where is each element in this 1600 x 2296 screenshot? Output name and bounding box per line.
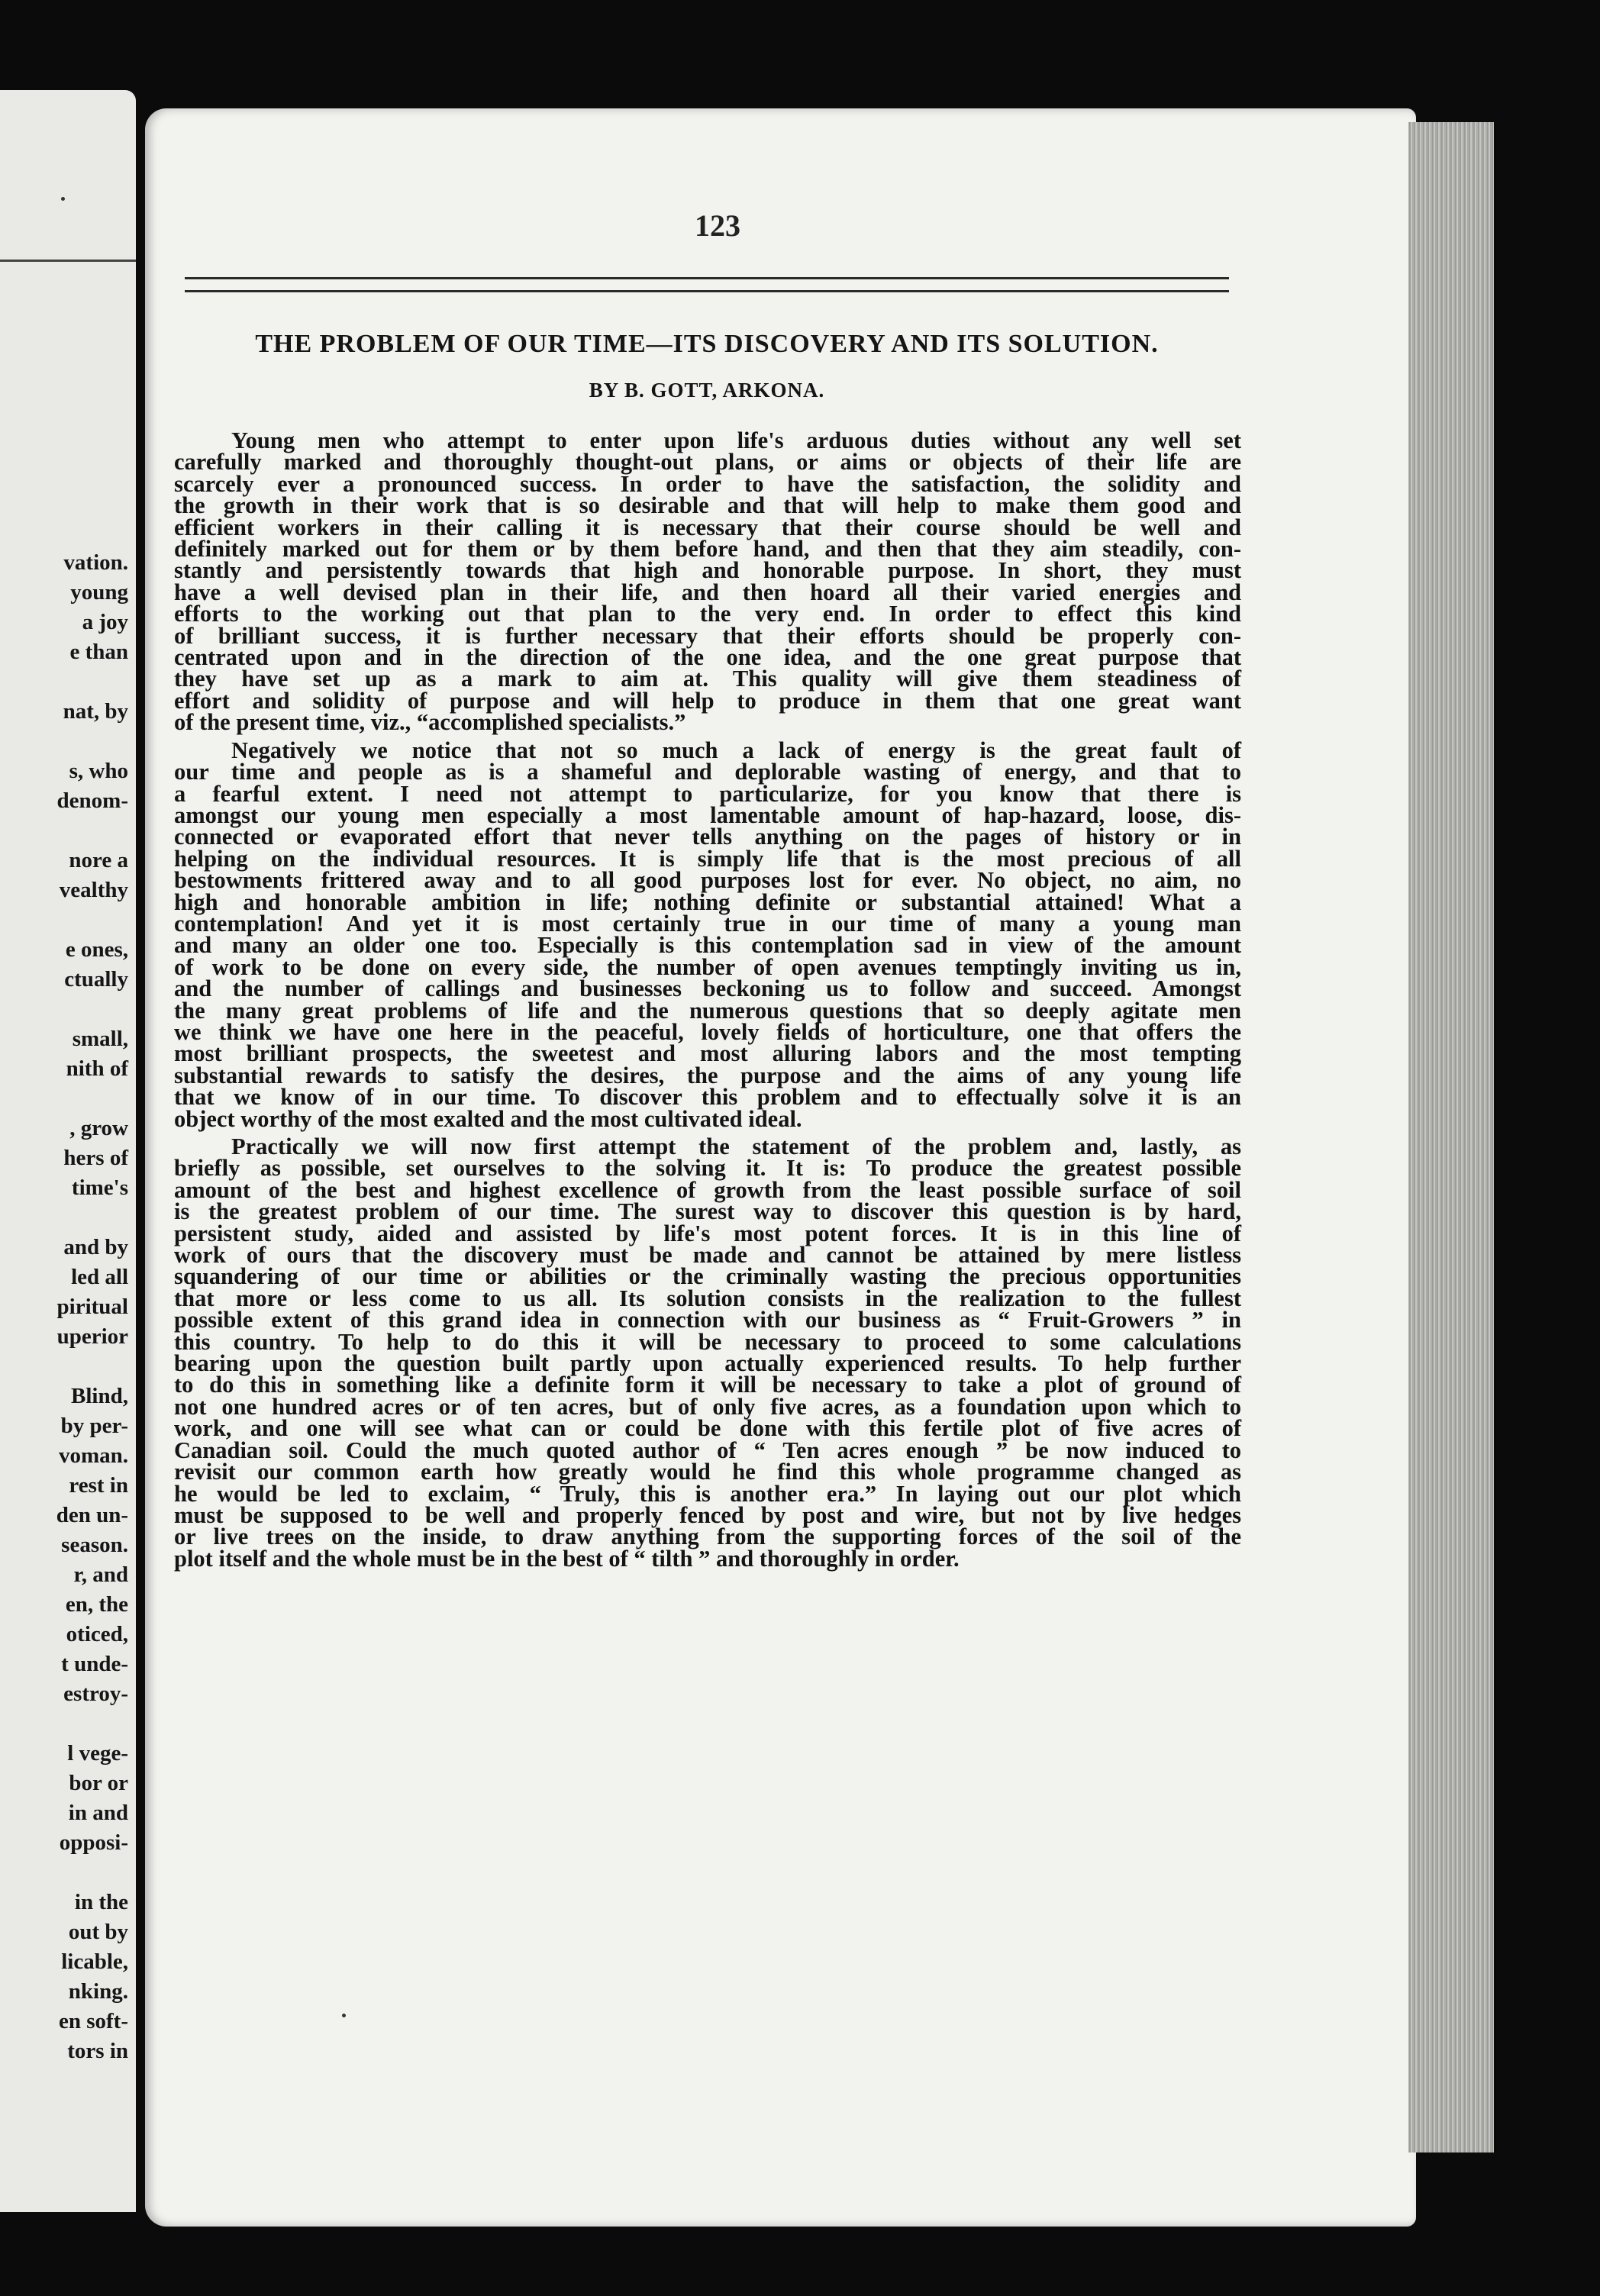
article-line: the many great problems of life and the numerous questions that so deeply agitate men: [174, 997, 1241, 1024]
article-line: substantial rewards to satisfy the desires, the purpose and the aims of any young life: [174, 1062, 1241, 1088]
article-line: bestowments frittered away and to all good purposes lost for ever. No object, no aim, no: [174, 867, 1241, 894]
article-line: not one hundred acres or of ten acres, but of only five acres, as a foundation upon which to: [174, 1393, 1241, 1420]
article-line: this country. To help to do this it will be necessary to proceed to some calculations: [174, 1328, 1241, 1355]
article-line: bearing upon the question built partly upon actually experienced results. To help further: [174, 1350, 1241, 1377]
left-page-line: , grow: [69, 1116, 128, 1140]
article-line: scarcely ever a pronounced success. In order to have the satisfaction, the solidity and: [174, 470, 1241, 497]
left-page-line: voman.: [58, 1443, 128, 1468]
article-title: THE PROBLEM OF OUR TIME—ITS DISCOVERY AND ITS SOLUTION.: [255, 330, 1159, 358]
left-page-line: a joy: [82, 610, 128, 634]
article-line: amount of the best and highest excellence of growth from the least possible surface of soil: [174, 1176, 1241, 1203]
left-page-line: nking.: [68, 1979, 128, 2004]
article-line: definitely marked out for them or by them before hand, and then that they aim steadily, con-: [174, 536, 1241, 563]
article-line: he would be led to exclaim, “ Truly, this is another era.” In laying out our plot which: [174, 1480, 1241, 1507]
left-page-line: opposi-: [59, 1830, 128, 1855]
article-line: carefully marked and thoroughly thought-out plans, or aims or objects of their life are: [174, 449, 1241, 476]
left-page-gap: [56, 995, 128, 1024]
left-page-line: den un-: [56, 1503, 128, 1527]
left-page-line: denom-: [56, 788, 128, 813]
article-line: object worthy of the most exalted and the most cultivated ideal.: [174, 1105, 802, 1132]
article-line: and many an older one too. Especially is this contemplation sad in view of the amount: [174, 932, 1241, 959]
left-page-text: [56, 548, 128, 2066]
article-line: efficient workers in their calling it is necessary that their course should be well and: [174, 514, 1241, 540]
article-paragraph: [174, 1133, 1241, 1572]
left-page-gap: [56, 1203, 128, 1233]
article-line: and the number of callings and businesses beckoning us to follow and succeed. Amongst: [174, 975, 1241, 1002]
article-line: possible extent of this grand idea in connection with our business as “ Fruit-Growers ” in: [174, 1307, 1241, 1333]
article-line: of brilliant success, it is further necessary that their efforts should be properly con-: [174, 622, 1241, 649]
article-line: is the greatest problem of our time. The surest way to discover this question is by hard,: [174, 1198, 1241, 1225]
article-line: of work to be done on every side, the number of open avenues temptingly inviting us in,: [174, 953, 1241, 980]
left-page-line: hers of: [63, 1146, 128, 1170]
article-line: have a well devised plan in their life, and then hoard all their varied energies and: [174, 579, 1241, 605]
left-page-line: uperior: [56, 1324, 128, 1349]
left-page: [0, 90, 136, 2212]
article-line: Canadian soil. Could the much quoted author of “ Ten acres enough ” be now induced to: [174, 1437, 1241, 1463]
left-page-gap: [56, 1352, 128, 1382]
left-page-gap: [56, 816, 128, 846]
left-page-line: ctually: [64, 967, 128, 992]
article-paragraph: [174, 737, 1241, 1132]
left-page-line: rest in: [69, 1473, 128, 1498]
left-page-gap: [56, 1084, 128, 1114]
left-page-line: in and: [68, 1801, 128, 1825]
article-line: contemplation! And yet it is most certainly true in our time of many a young man: [174, 910, 1241, 937]
article-paragraph: [174, 427, 1241, 736]
left-page-line: out by: [68, 1920, 128, 1944]
article-line: plot itself and the whole must be in the best of “ tilth ” and thoroughly in order.: [174, 1545, 960, 1572]
left-page-line: r, and: [73, 1562, 128, 1587]
left-page-line: young: [70, 580, 128, 605]
article-line: Practically we will now first attempt the statement of the problem and, lastly, as: [231, 1133, 1241, 1159]
article-line: briefly as possible, set ourselves to the solving it. It is: To produce the greatest possible: [174, 1155, 1241, 1182]
article-line: we think we have one here in the peaceful, lovely fields of horticulture, one that offers the: [174, 1018, 1241, 1045]
left-page-line: e than: [69, 640, 128, 664]
left-page-rule: [0, 260, 136, 262]
left-page-line: en, the: [65, 1592, 128, 1617]
left-page-line: s, who: [69, 759, 128, 783]
left-page-line: and by: [63, 1235, 128, 1259]
left-page-gap: [56, 667, 128, 697]
article-line: that we know of in our time. To discover this problem and to effectually solve it is an: [174, 1084, 1241, 1111]
article-line: stantly and persistently towards that high and honorable purpose. In short, they must: [174, 557, 1241, 584]
article-line: a fearful extent. I need not attempt to particularize, for you know that there is: [174, 780, 1241, 807]
article-line: amongst our young men especially a most lamentable amount of hap-hazard, loose, dis-: [174, 801, 1241, 828]
header-double-rule: [185, 277, 1229, 292]
article-line: to do this in something like a definite form it will be necessary to take a plot of ground of: [174, 1372, 1241, 1398]
article-line: squandering of our time or abilities or the criminally wasting the precious opportunities: [174, 1263, 1241, 1290]
left-page-line: nore a: [69, 848, 128, 872]
article-line: our time and people as is a shameful and deplorable wasting of energy, and that to: [174, 759, 1241, 785]
left-page-line: time's: [71, 1175, 128, 1200]
left-page-gap: [56, 905, 128, 935]
left-page-line: oticed,: [66, 1622, 128, 1646]
left-page-line: nith of: [66, 1056, 128, 1081]
article-body: [174, 427, 1241, 1575]
article-line: Negatively we notice that not so much a lack of energy is the great fault of: [231, 737, 1241, 763]
article-line: most brilliant prospects, the sweetest and most alluring labors and the most tempting: [174, 1040, 1241, 1067]
left-page-gap: [56, 1858, 128, 1888]
ink-speck: [61, 197, 65, 201]
left-page-line: bor or: [69, 1771, 128, 1795]
article-line: must be supposed to be well and properly fenced by post and wire, but not by live hedges: [174, 1501, 1241, 1528]
left-page-line: l vege-: [67, 1741, 128, 1766]
page-number: 123: [695, 208, 740, 243]
article-line: connected or evaporated effort that never tells anything on the pages of history or in: [174, 824, 1241, 850]
article-line: revisit our common earth how greatly would he find this whole programme changed as: [174, 1459, 1241, 1485]
left-page-line: led all: [71, 1265, 128, 1289]
article-line: work, and one will see what can or could be done with this fertile plot of five acres of: [174, 1415, 1241, 1442]
article-line: of the present time, viz., “accomplished specialists.”: [174, 709, 686, 736]
article-line: Young men who attempt to enter upon life's arduous duties without any well set: [231, 427, 1241, 453]
article-line: persistent study, aided and assisted by life's most potent forces. It is in this line of: [174, 1220, 1241, 1246]
left-page-line: licable,: [61, 1949, 128, 1974]
article-line: they have set up as a mark to aim at. This quality will give them steadiness of: [174, 666, 1241, 692]
left-page-line: estroy-: [63, 1682, 128, 1706]
article-byline: BY B. GOTT, ARKONA.: [589, 379, 825, 401]
article-line: efforts to the working out that plan to the very end. In order to effect this kind: [174, 601, 1241, 627]
article-line: centrated upon and in the direction of the one idea, and the one great purpose that: [174, 644, 1241, 671]
left-page-line: nat, by: [63, 699, 128, 724]
left-page-gap: [56, 1709, 128, 1739]
left-page-line: in the: [74, 1890, 128, 1914]
article-line: that more or less come to us all. Its solution consists in the realization to the fullest: [174, 1285, 1241, 1311]
ink-speck: [342, 2014, 346, 2017]
left-page-line: Blind,: [71, 1384, 128, 1408]
article-line: high and honorable ambition in life; nothing definite or substantial attained! What a: [174, 888, 1241, 915]
left-page-line: en soft-: [58, 2009, 128, 2033]
left-page-line: small,: [72, 1027, 128, 1051]
left-page-line: e ones,: [65, 937, 128, 962]
article-line: or live trees on the inside, to draw anything from the supporting forces of the soil of the: [174, 1524, 1241, 1550]
article-line: work of ours that the discovery must be made and cannot be attained by mere listless: [174, 1242, 1241, 1269]
left-page-line: season.: [61, 1533, 128, 1557]
left-page-line: by per-: [60, 1414, 128, 1438]
book-page-edges: [1408, 122, 1494, 2152]
article-line: the growth in their work that is so desirable and that will help to make them good and: [174, 492, 1241, 519]
left-page-line: vation.: [63, 550, 128, 575]
left-page-gap: [56, 727, 128, 756]
left-page-line: tors in: [67, 2039, 128, 2063]
article-line: helping on the individual resources. It is simply life that is the most precious of all: [174, 845, 1241, 872]
article-line: effort and solidity of purpose and will help to produce in them that one great want: [174, 687, 1241, 714]
left-page-line: piritual: [56, 1295, 128, 1319]
left-page-line: t unde-: [61, 1652, 128, 1676]
left-page-line: vealthy: [59, 878, 128, 902]
